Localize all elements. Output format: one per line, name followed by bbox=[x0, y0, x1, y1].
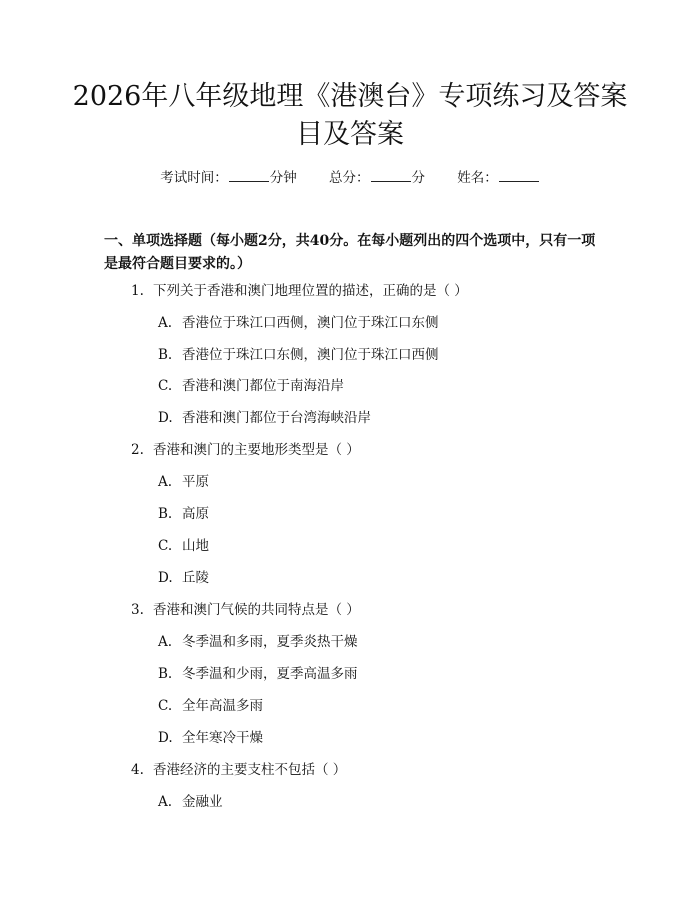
option-letter: A. bbox=[158, 315, 173, 331]
exam-time-unit: 分钟 bbox=[269, 170, 297, 186]
question-1-option-d bbox=[158, 408, 371, 428]
exam-info-line bbox=[0, 168, 700, 188]
option-text: 高原 bbox=[182, 506, 209, 522]
question-text: 香港和澳门气候的共同特点是（ ） bbox=[153, 602, 360, 618]
option-letter: D. bbox=[158, 570, 173, 586]
option-text: 全年寒冷干燥 bbox=[182, 730, 263, 746]
option-text: 香港和澳门都位于台湾海峡沿岸 bbox=[182, 410, 371, 426]
option-text: 平原 bbox=[182, 474, 209, 490]
question-2 bbox=[131, 440, 360, 460]
question-text: 香港经济的主要支柱不包括（ ） bbox=[153, 762, 347, 778]
exam-score-unit: 分 bbox=[411, 170, 425, 186]
exam-time-label: 考试时间： bbox=[160, 170, 228, 186]
document-title: 2026年八年级地理《港澳台》专项练习及答案目及答案 bbox=[72, 81, 628, 150]
question-1-option-c bbox=[158, 376, 344, 396]
option-letter: D. bbox=[158, 730, 173, 746]
option-letter: C. bbox=[158, 378, 173, 394]
option-letter: A. bbox=[158, 794, 173, 810]
question-4 bbox=[131, 760, 346, 780]
question-2-option-a bbox=[158, 472, 209, 492]
option-text: 山地 bbox=[182, 538, 209, 554]
option-letter: C. bbox=[158, 538, 173, 554]
exam-name-blank bbox=[499, 169, 539, 182]
question-2-option-c bbox=[158, 536, 209, 556]
option-text: 冬季温和少雨，夏季高温多雨 bbox=[182, 666, 358, 682]
option-letter: A. bbox=[158, 634, 173, 650]
question-2-option-d bbox=[158, 568, 209, 588]
option-letter: B. bbox=[158, 666, 173, 682]
exam-time-blank bbox=[229, 169, 269, 182]
exam-time bbox=[160, 168, 297, 188]
question-text: 香港和澳门的主要地形类型是（ ） bbox=[153, 442, 360, 458]
question-1 bbox=[131, 281, 468, 301]
question-3-option-a bbox=[158, 632, 358, 652]
question-number: 2. bbox=[131, 442, 144, 458]
option-text: 香港和澳门都位于南海沿岸 bbox=[182, 378, 344, 394]
question-1-option-a bbox=[158, 313, 439, 333]
section-heading: 一、单项选择题（每小题2分，共40分。在每小题列出的四个选项中，只有一项是最符合题目要求的。） bbox=[104, 233, 596, 272]
option-letter: A. bbox=[158, 474, 173, 490]
question-4-option-a bbox=[158, 792, 223, 812]
option-text: 香港位于珠江口东侧，澳门位于珠江口西侧 bbox=[182, 347, 439, 363]
option-letter: B. bbox=[158, 347, 173, 363]
question-number: 3. bbox=[131, 602, 144, 618]
option-letter: D. bbox=[158, 410, 173, 426]
option-text: 丘陵 bbox=[182, 570, 209, 586]
question-3 bbox=[131, 600, 360, 620]
question-3-option-b bbox=[158, 664, 358, 684]
exam-name bbox=[457, 168, 540, 188]
question-3-option-c bbox=[158, 696, 263, 716]
exam-name-label: 姓名： bbox=[457, 170, 498, 186]
question-number: 1. bbox=[131, 283, 144, 299]
exam-score bbox=[329, 168, 425, 188]
question-1-option-b bbox=[158, 345, 439, 365]
question-3-option-d bbox=[158, 728, 263, 748]
option-text: 香港位于珠江口西侧，澳门位于珠江口东侧 bbox=[182, 315, 439, 331]
question-text: 下列关于香港和澳门地理位置的描述，正确的是（ ） bbox=[153, 283, 468, 299]
option-text: 冬季温和多雨，夏季炎热干燥 bbox=[182, 634, 358, 650]
option-letter: C. bbox=[158, 698, 173, 714]
option-text: 金融业 bbox=[182, 794, 223, 810]
option-text: 全年高温多雨 bbox=[182, 698, 263, 714]
exam-score-blank bbox=[371, 169, 411, 182]
exam-score-label: 总分： bbox=[329, 170, 370, 186]
question-number: 4. bbox=[131, 762, 144, 778]
question-2-option-b bbox=[158, 504, 209, 524]
option-letter: B. bbox=[158, 506, 173, 522]
